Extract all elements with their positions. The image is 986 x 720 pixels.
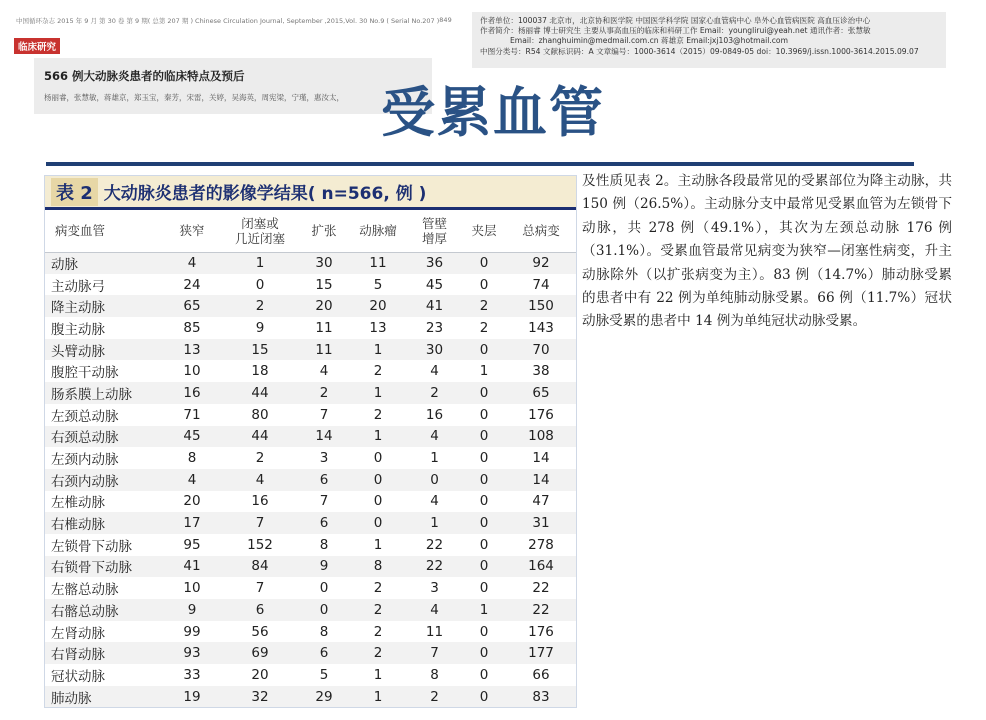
vessel-name-cell: 右颈总动脉 [51,430,119,447]
count-cell: 74 [532,276,550,293]
count-cell: 0 [373,493,383,510]
table-body [45,252,576,707]
count-cell: 143 [528,319,554,336]
count-cell: 0 [479,688,489,705]
imaging-results-table [45,210,576,707]
count-cell: 2 [479,319,489,336]
count-cell: 0 [479,450,489,467]
count-cell: 92 [532,255,550,272]
count-cell: 1 [373,341,383,358]
count-cell: 17 [183,515,201,532]
count-cell: 1 [373,428,383,445]
table-row [45,642,576,664]
count-cell: 22 [425,558,444,575]
count-cell: 2 [373,601,383,618]
count-cell: 8 [187,450,197,467]
table-row [45,295,576,317]
vessel-name-cell: 左椎动脉 [51,495,105,512]
count-cell: 6 [319,515,329,532]
count-cell: 15 [315,276,333,293]
table-clipping [44,175,577,708]
count-cell: 70 [532,341,550,358]
count-cell: 0 [373,515,383,532]
count-cell: 14 [532,471,550,488]
count-cell: 0 [373,471,383,488]
vessel-name-cell: 腹主动脉 [51,321,105,338]
running-head [16,16,452,25]
count-cell: 2 [430,688,439,705]
vessel-name-cell: 右颈内动脉 [51,473,119,490]
count-cell: 14 [315,428,333,445]
slide-title: 受累血管 [381,81,605,144]
count-cell: 9 [255,319,265,336]
table-row [45,404,576,426]
count-cell: 32 [251,688,269,705]
table-row [45,469,576,491]
vessel-name-cell: 左锁骨下动脉 [51,538,132,555]
count-cell: 0 [479,558,489,575]
table-column-header: 闭塞或 几近闭塞 [221,210,299,252]
count-cell: 177 [528,645,554,662]
count-cell: 0 [479,536,489,553]
author-info-line: 作者简介：杨丽睿 博士研究生 主要从事高血压的临床和科研工作 Email：younglirui@yeah.net 通讯作者：张慧敏 [480,26,871,36]
vessel-name-cell: 右髂总动脉 [51,603,119,620]
body-paragraph: 及性质见表 2。主动脉各段最常见的受累部位为降主动脉，共 150 例（26.5%）。主动脉分支中最常见受累血管为左锁骨下动脉，共 278 例（49.1%），其次为左颈总动脉 176 例（31.1%）。受累血管最常见病变为狭窄—闭塞性病变，升主动脉除外（以扩张病变为主）。83 例（14.7%）肺动脉受累的患者中有 22 例为单纯肺动脉受累。66 例（11.7%）冠状动脉受累的患者中 14 例为单纯冠状动脉受累。 [582,173,952,330]
count-cell: 0 [319,601,329,618]
table-row [45,426,576,448]
count-cell: 2 [255,298,265,315]
count-cell: 22 [425,536,444,553]
count-cell: 23 [425,319,444,336]
count-cell: 8 [430,666,439,683]
count-cell: 44 [251,384,269,401]
count-cell: 65 [532,384,550,401]
count-cell: 19 [183,688,201,705]
count-cell: 24 [183,276,201,293]
count-cell: 0 [479,645,489,662]
vessel-name-cell: 右锁骨下动脉 [51,560,132,577]
table-row [45,274,576,296]
vessel-name-cell: 肺动脉 [51,690,92,707]
count-cell: 0 [479,406,489,423]
table-label: 表 2 [51,178,98,206]
count-cell: 1 [373,666,383,683]
count-cell: 4 [430,493,439,510]
count-cell: 152 [247,536,273,553]
count-cell: 16 [425,406,444,423]
count-cell: 99 [183,623,201,640]
count-cell: 7 [319,406,329,423]
count-cell: 2 [373,363,383,380]
count-cell: 6 [319,645,329,662]
count-cell: 7 [319,493,329,510]
page-number: 849 [439,16,452,24]
vessel-name-cell: 主动脉弓 [51,278,105,295]
table-column-header: 扩张 [299,210,349,252]
count-cell: 36 [425,255,444,272]
count-cell: 11 [315,341,333,358]
vessel-name-cell: 腹腔干动脉 [51,365,119,382]
count-cell: 6 [255,601,265,618]
count-cell: 0 [479,341,489,358]
count-cell: 164 [528,558,554,575]
count-cell: 4 [430,601,439,618]
count-cell: 4 [187,255,197,272]
count-cell: 0 [479,515,489,532]
vessel-name-cell: 肠系膜上动脉 [51,386,132,403]
count-cell: 0 [479,384,489,401]
table-row [45,512,576,534]
count-cell: 93 [183,645,201,662]
table-column-header: 管壁 增厚 [407,210,462,252]
count-cell: 150 [528,298,554,315]
count-cell: 44 [251,428,269,445]
table-title: 大动脉炎患者的影像学结果( n=566, 例 ) [103,184,427,204]
count-cell: 29 [315,688,333,705]
count-cell: 2 [479,298,489,315]
count-cell: 0 [479,623,489,640]
count-cell: 5 [319,666,329,683]
title-divider [46,162,914,166]
count-cell: 66 [532,666,550,683]
count-cell: 0 [479,276,489,293]
vessel-name-cell: 右椎动脉 [51,517,105,534]
table-column-header: 总病变 [506,210,576,252]
count-cell: 18 [251,363,269,380]
count-cell: 33 [183,666,201,683]
count-cell: 2 [255,450,265,467]
table-row [45,382,576,404]
count-cell: 0 [479,471,489,488]
table-column-header: 狭窄 [163,210,221,252]
count-cell: 2 [430,384,439,401]
table-row [45,339,576,361]
vessel-name-cell: 动脉 [51,257,78,274]
count-cell: 14 [532,450,550,467]
author-info-line: 作者单位：100037 北京市，北京协和医学院 中国医学科学院 国家心血管病中心 阜外心血管病医院 高血压诊治中心 [480,16,871,25]
count-cell: 85 [183,319,201,336]
count-cell: 4 [319,363,329,380]
count-cell: 15 [251,341,269,358]
table-row [45,556,576,578]
count-cell: 69 [251,645,269,662]
count-cell: 3 [430,580,439,597]
count-cell: 2 [373,580,383,597]
count-cell: 16 [251,493,269,510]
count-cell: 80 [251,406,269,423]
table-caption [45,176,576,207]
count-cell: 4 [430,428,439,445]
count-cell: 8 [373,558,383,575]
count-cell: 83 [532,688,550,705]
count-cell: 0 [373,450,383,467]
vessel-name-cell: 左髂总动脉 [51,582,119,599]
count-cell: 0 [479,666,489,683]
count-cell: 20 [315,298,333,315]
count-cell: 3 [319,450,329,467]
count-cell: 278 [528,536,554,553]
table-row [45,534,576,556]
count-cell: 8 [319,623,329,640]
count-cell: 0 [255,276,265,293]
count-cell: 9 [319,558,329,575]
count-cell: 38 [532,363,550,380]
table-row [45,491,576,513]
table-row [45,664,576,686]
count-cell: 11 [369,255,387,272]
count-cell: 84 [251,558,269,575]
count-cell: 0 [479,428,489,445]
count-cell: 13 [183,341,201,358]
count-cell: 0 [479,580,489,597]
count-cell: 41 [425,298,444,315]
count-cell: 9 [187,601,197,618]
running-head-text: 中国循环杂志 2015 年 9 月 第 30 卷 第 9 期( 总第 207 期 ) Chinese Circulation Journal, September ,2015,Vol. 30 No.9 ( Serial No.207 ) [16,17,440,25]
vessel-name-cell: 降主动脉 [51,300,105,317]
count-cell: 95 [183,536,201,553]
count-cell: 10 [183,363,201,380]
table-row [45,686,576,708]
count-cell: 41 [183,558,201,575]
count-cell: 45 [425,276,444,293]
count-cell: 1 [373,536,383,553]
table-column-header: 病变血管 [45,210,163,252]
author-info-line: Email：zhanghuimin@medmail.com.cn 蒋雄京 Email:jxj103@hotmail.com [510,36,788,46]
count-cell: 20 [183,493,201,510]
section-tag: 临床研究 [14,38,60,54]
count-cell: 108 [528,428,554,445]
author-info-clipping [472,12,946,68]
vessel-name-cell: 头臂动脉 [51,343,105,360]
count-cell: 13 [369,319,387,336]
count-cell: 47 [532,493,550,510]
count-cell: 2 [373,623,383,640]
count-cell: 2 [373,406,383,423]
table-row [45,599,576,621]
count-cell: 65 [183,298,201,315]
vessel-name-cell: 左肾动脉 [51,625,105,642]
count-cell: 7 [255,515,265,532]
count-cell: 45 [183,428,201,445]
vessel-name-cell: 左颈内动脉 [51,452,119,469]
count-cell: 22 [532,601,550,618]
count-cell: 176 [528,406,554,423]
article-authors: 杨丽睿，张慧敏，蒋雄京，郑玉宝，秦芳，宋雷，关婷，吴海英，周宪梁，宁瑾，惠汝太， [44,93,344,102]
vessel-name-cell: 左颈总动脉 [51,408,119,425]
count-cell: 7 [430,645,439,662]
count-cell: 30 [425,341,444,358]
vessel-name-cell: 冠状动脉 [51,668,105,685]
count-cell: 20 [251,666,269,683]
count-cell: 0 [319,580,329,597]
table-row [45,317,576,339]
vessel-name-cell: 右肾动脉 [51,647,105,664]
table-column-header: 夹层 [462,210,506,252]
count-cell: 1 [430,450,439,467]
table-row [45,360,576,382]
count-cell: 11 [315,319,333,336]
count-cell: 0 [430,471,439,488]
count-cell: 31 [532,515,550,532]
count-cell: 1 [430,515,439,532]
count-cell: 11 [425,623,444,640]
count-cell: 1 [479,601,489,618]
count-cell: 4 [187,471,197,488]
count-cell: 30 [315,255,333,272]
table-row [45,252,576,274]
count-cell: 16 [183,384,201,401]
count-cell: 0 [479,255,489,272]
count-cell: 0 [479,493,489,510]
count-cell: 71 [183,406,201,423]
table-row [45,447,576,469]
count-cell: 2 [319,384,329,401]
count-cell: 4 [255,471,265,488]
count-cell: 10 [183,580,201,597]
count-cell: 1 [255,255,265,272]
count-cell: 1 [373,384,383,401]
count-cell: 2 [373,645,383,662]
count-cell: 176 [528,623,554,640]
table-column-header: 动脉瘤 [349,210,407,252]
count-cell: 56 [251,623,269,640]
count-cell: 8 [319,536,329,553]
count-cell: 6 [319,471,329,488]
author-info-line: 中图分类号：R54 文献标识码：A 文章编号：1000-3614（2015）09-0849-05 doi：10.3969/j.issn.1000-3614.2015.09.07 [480,46,919,56]
count-cell: 1 [373,688,383,705]
count-cell: 20 [369,298,387,315]
table-header-row [45,210,576,252]
count-cell: 1 [479,363,489,380]
table-row [45,577,576,599]
count-cell: 22 [532,580,550,597]
table-row [45,621,576,643]
article-title: 566 例大动脉炎患者的临床特点及预后 [44,69,245,83]
count-cell: 7 [255,580,265,597]
count-cell: 4 [430,363,439,380]
count-cell: 5 [373,276,383,293]
